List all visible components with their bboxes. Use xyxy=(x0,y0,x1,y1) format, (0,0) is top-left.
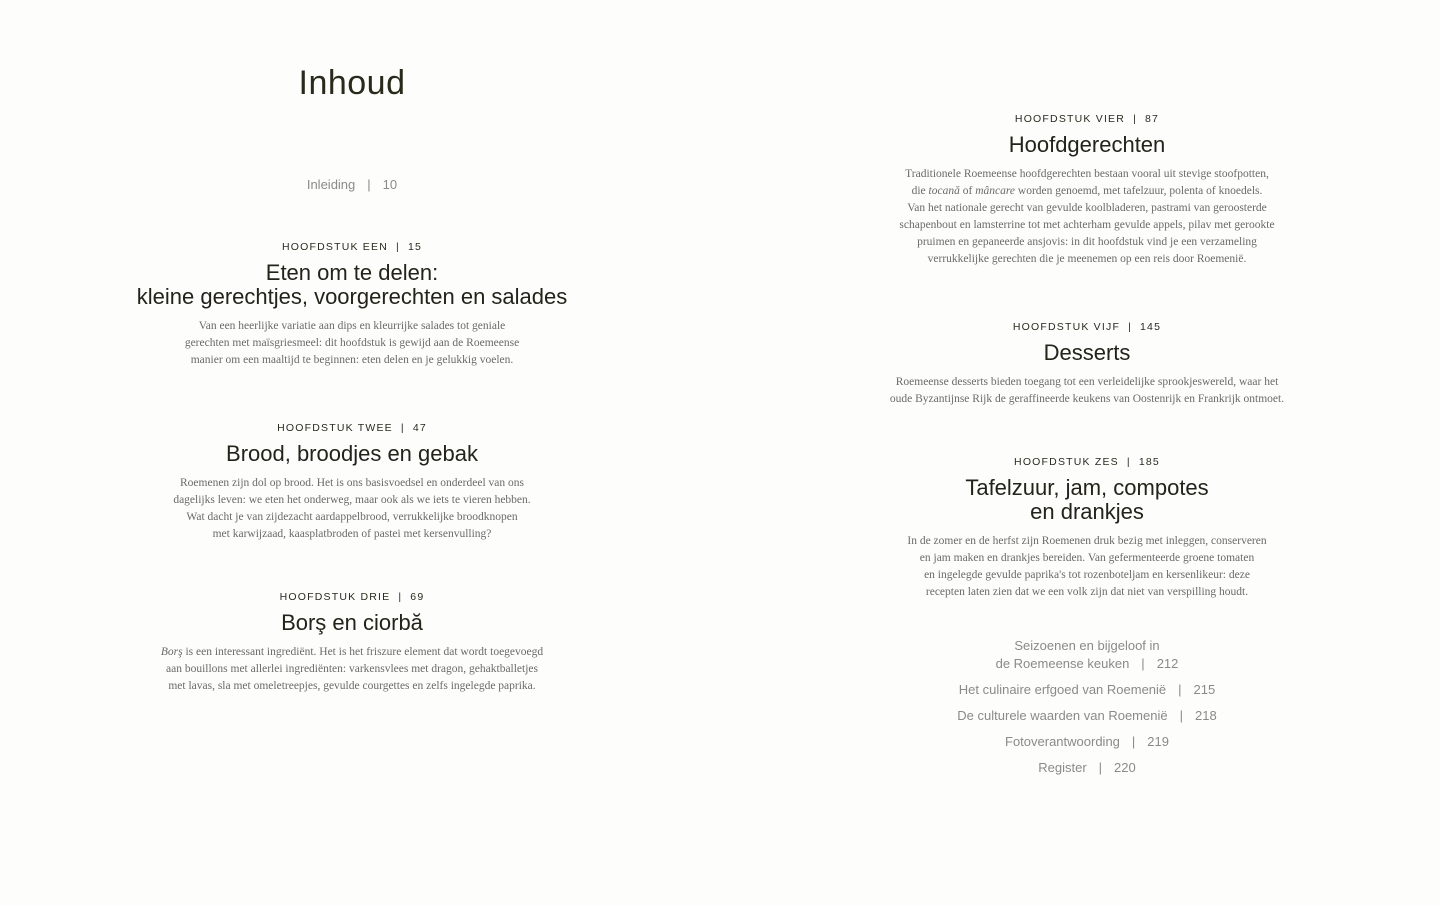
description-text: is een interessant ingrediënt. Het is het friszure element dat wordt toegevoegd aan bouillons met allerlei ingrediënten: varkensvlees met dragon, gehaktballetjes met lavas, sla met omeletreepjes, gevulde courgettes en zelfs ingelegde paprika. xyxy=(165,646,544,692)
entry-label: Register xyxy=(1038,760,1087,775)
entry-page: 220 xyxy=(1114,760,1136,775)
chapter-page: 47 xyxy=(412,422,427,434)
chapter-description: Van een heerlijke variatie aan dips en kleurrijke salades tot geniale gerechten met maïsgriesmeel: dit hoofdstuk is gewijd aan de Roemeense manier om een maaltijd te beginnen: eten delen en je gelukkig voelen. xyxy=(184,320,520,366)
chapter-6[interactable] xyxy=(867,456,1307,601)
chapter-label: HOOFDSTUK TWEE xyxy=(277,422,393,434)
separator: | xyxy=(1133,113,1137,125)
separator: | xyxy=(398,591,403,603)
chapter-title: Tafelzuur, jam, compotes en drankjes xyxy=(965,475,1209,524)
italic-term: tocană xyxy=(928,185,960,197)
chapter-1[interactable] xyxy=(132,241,572,369)
separator: | xyxy=(396,241,400,253)
entry-page: 218 xyxy=(1194,708,1217,723)
description-text: of xyxy=(959,185,976,197)
chapter-3[interactable] xyxy=(132,591,572,695)
chapter-label: HOOFDSTUK DRIE xyxy=(279,591,391,603)
toc-entry-intro[interactable] xyxy=(132,176,572,194)
chapter-title: Hoofdgerechten xyxy=(1008,132,1166,157)
chapter-label: HOOFDSTUK EEN xyxy=(281,241,388,253)
separator: | xyxy=(1128,321,1133,333)
chapter-description: In de zomer en de herfst zijn Roemenen druk bezig met inleggen, conserveren en jam maken en drankjes bereiden. Van gefermenteerde groene tomaten en ingelegde gevulde paprika's tot rozenboteljam en kersenlikeur: deze recepten laten zien dat we een volk zijn dat niet van verspilling houdt. xyxy=(907,535,1267,598)
chapter-page: 185 xyxy=(1138,456,1160,468)
chapter-title: Borş en ciorbă xyxy=(281,610,423,635)
separator: | xyxy=(1126,456,1131,468)
entry-label: Inleiding xyxy=(306,177,356,192)
toc-entry-index[interactable] xyxy=(867,759,1307,777)
separator: | xyxy=(1141,656,1145,671)
chapter-description xyxy=(867,166,1307,268)
chapter-label: HOOFDSTUK ZES xyxy=(1014,456,1119,468)
description-text: Traditionele Roemeense hoofdgerechten bestaan vooral uit stevige stoofpotten, die xyxy=(905,168,1269,197)
description-text: worden genoemd, met tafelzuur, polenta of knoedels. Van het nationale gerecht van gevulde koolbladeren, pastrami van geroosterde schapenbout en lamsterrine tot met achterham gevulde appels, pilav met gerookte pruimen en gepaneerde ansjovis: in dit hoofdstuk vind je een verzameling verrukkelijke gerechten die je meenemen op een reis door Roemenië. xyxy=(899,185,1275,265)
separator: | xyxy=(367,177,371,192)
italic-term: Borş xyxy=(160,646,183,658)
italic-term: mâncare xyxy=(975,185,1016,197)
entry-label: Seizoenen en bijgeloof in de Roemeense keuken xyxy=(995,638,1160,671)
toc-entry-photo-credits[interactable] xyxy=(867,733,1307,751)
chapter-title: Brood, broodjes en gebak xyxy=(226,441,478,466)
chapter-title: Eten om te delen: kleine gerechtjes, voorgerechten en salades xyxy=(136,260,568,309)
chapter-label: HOOFDSTUK VIER xyxy=(1014,113,1126,125)
separator: | xyxy=(1098,760,1103,775)
entry-page: 10 xyxy=(382,177,398,192)
entry-label: Het culinaire erfgoed van Roemenië xyxy=(958,682,1167,697)
separator: | xyxy=(1179,708,1183,723)
separator: | xyxy=(1178,682,1182,697)
toc-entry-values[interactable] xyxy=(867,707,1307,725)
chapter-2[interactable] xyxy=(132,422,572,543)
chapter-5[interactable] xyxy=(867,321,1307,408)
chapter-title: Desserts xyxy=(1043,340,1131,365)
entry-label: De culturele waarden van Roemenië xyxy=(957,708,1168,723)
chapter-description: Roemenen zijn dol op brood. Het is ons basisvoedsel en onderdeel van ons dagelijks leven: we eten het onderweg, maar ook als we iets te vieren hebben. Wat dacht je van zijdezacht aardappelbrood, verrukkelijke broodknopen met karwijzaad, kaasplatbroden of pastei met kersenvulling? xyxy=(173,477,531,540)
entry-label: Fotoverantwoording xyxy=(1005,734,1120,749)
chapter-page: 69 xyxy=(410,591,425,603)
chapter-4[interactable] xyxy=(867,113,1307,268)
toc-entry-seasons[interactable] xyxy=(867,637,1307,673)
chapter-page: 87 xyxy=(1145,113,1160,125)
chapter-description: Roemeense desserts bieden toegang tot een verleidelijke sprookjeswereld, waar het oude Byzantijnse Rijk de geraffineerde keukens van Oostenrijk en Frankrijk ontmoet. xyxy=(889,376,1285,405)
page-title: Inhoud xyxy=(298,64,406,102)
back-matter-list xyxy=(867,637,1307,785)
chapter-page: 145 xyxy=(1140,321,1162,333)
chapter-label: HOOFDSTUK VIJF xyxy=(1012,321,1121,333)
toc-entry-heritage[interactable] xyxy=(867,681,1307,699)
separator: | xyxy=(1131,734,1136,749)
separator: | xyxy=(400,422,405,434)
entry-page: 219 xyxy=(1147,734,1169,749)
entry-page: 215 xyxy=(1193,682,1216,697)
chapter-page: 15 xyxy=(407,241,423,253)
entry-page: 212 xyxy=(1156,656,1179,671)
chapter-description xyxy=(132,644,572,695)
